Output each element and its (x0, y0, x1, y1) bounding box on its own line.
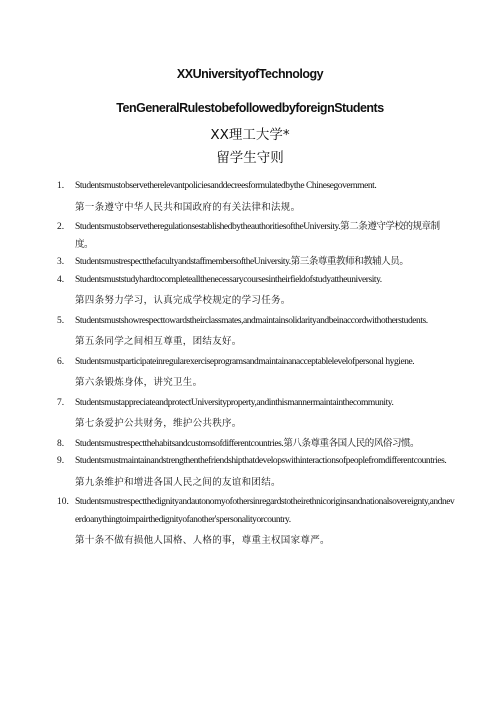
rule-text-zh: 第六条锻炼身体，讲究卫生。 (75, 377, 203, 388)
rules-list (57, 178, 457, 553)
rule-item (57, 354, 457, 392)
rule-text-en: Studentsmustparticipateinregularexerciseprogramsandmaintainanacceptablelevelofpersonal hygiene. (75, 356, 415, 367)
rule-text-en: StudentsmustrespectthefacultyandstaffmembersoftheUniversity.第三条尊重教师和教辅人员。 (75, 257, 409, 267)
rule-text-en: Studentsmustshowrespecttowardstheirclassmates,andmaintainsolidarityandbeinaccordwithotherstudents. (75, 315, 428, 326)
rule-number: 6. (57, 356, 65, 367)
rule-number: 2. (57, 222, 65, 232)
rule-number: 8. (57, 438, 65, 449)
rule-number: 1. (57, 181, 65, 191)
rule-text-zh: 第十条不做有损他人国格、人格的事，尊重主权国家尊严。 (75, 535, 330, 546)
rule-item (57, 272, 457, 310)
document-title-zh: XX理工大学* (210, 127, 290, 143)
rule-text-en: Studentsmustrespectthehabitsandcustomsofdifferentcountries.第八条尊重各国人民的风俗习惯。 (75, 438, 420, 449)
rule-item (57, 436, 457, 454)
rule-text-en: Studentsmustrespectthedignityandautonomyofothersinregardstotheirethnicoriginsandnationalsovereignty,andneverdoanythingtoimpairthedignityofanother'spersonalityorcountry. (75, 497, 455, 525)
rule-number: 9. (57, 456, 65, 466)
rule-number: 10. (57, 497, 69, 507)
rule-text-en: StudentsmustappreciateandprotectUniversityproperty,andinthismannermaintainthecommunity. (75, 397, 394, 408)
rule-text-en: Studentsmustmaintainandstrengthenthefriendshipthatdevelopswithinteractionsofpeoplefromdifferentcountries. (75, 456, 447, 466)
rule-text-zh: 第一条遵守中华人民共和国政府的有关法律和法规。 (75, 201, 301, 213)
rule-item (57, 313, 457, 351)
rule-number: 7. (57, 397, 65, 408)
rule-text-en: StudentsmustobservetheregulationsestablishedbytheauthoritiesoftheUniversity.第二条遵守学校的规章制度。 (75, 222, 440, 250)
rule-text-zh: 第五条同学之间相互尊重，团结友好。 (75, 336, 242, 347)
rule-text-zh: 第七条爱护公共财务，维护公共秩序。 (75, 418, 242, 429)
rule-item (57, 178, 457, 216)
rule-text-en: Studentsmustobservetherelevantpoliciesanddecreesformulatedbythe Chinesegovernment. (75, 181, 377, 191)
rule-text-en: Studentsmuststudyhardtocompleteallthenecessarycoursesintheirfieldofstudyattheuniversity. (75, 274, 382, 285)
document-subtitle-zh: 留学生守则 (216, 150, 284, 166)
rule-item (57, 219, 457, 254)
document-title-en: XXUniversityofTechnology (176, 67, 324, 81)
rule-text-zh: 第四条努力学习，认真完成学校规定的学习任务。 (75, 295, 291, 306)
rule-item (57, 254, 457, 272)
rule-number: 3. (57, 257, 65, 267)
rule-number: 5. (57, 315, 65, 326)
rule-item (57, 494, 457, 550)
rule-item (57, 453, 457, 491)
rule-number: 4. (57, 274, 65, 285)
rule-item (57, 395, 457, 433)
document-subtitle-en: TenGeneralRulestobefollowedbyforeignStudents (116, 101, 384, 115)
rule-text-zh: 第九条维护和增进各国人民之间的友谊和团结。 (75, 476, 281, 488)
